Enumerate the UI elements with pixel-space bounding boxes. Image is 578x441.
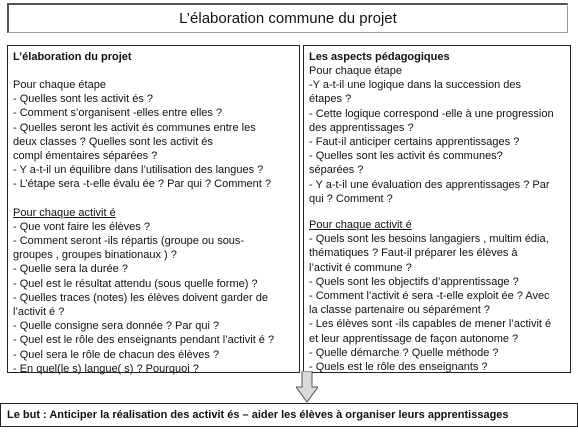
list-item: groupes , groupes binationaux ) ? bbox=[13, 249, 177, 262]
left-section2-list bbox=[13, 220, 294, 376]
left-panel-project-elaboration bbox=[7, 45, 300, 373]
list-item: - Quelles sont les activit és ? bbox=[13, 93, 154, 106]
list-item: - L’étape sera -t-elle évalu ée ? Par qui ? Comment ? bbox=[13, 178, 272, 191]
list-item: - Comment s’organisent -elles entre elles ? bbox=[13, 107, 223, 120]
list-item: thématiques ? Faut-il préparer les élèves à bbox=[309, 247, 518, 260]
right-panel-pedagogical-aspects bbox=[303, 45, 571, 373]
page-title-text: L’élaboration commune du projet bbox=[179, 10, 397, 27]
right-panel-heading: Les aspects pédagogiques bbox=[309, 51, 450, 63]
right-section1-list bbox=[309, 78, 565, 206]
list-item: - Quelle consigne sera donnée ? Par qui ? bbox=[13, 320, 220, 333]
list-item: - En quel(le s) langue( s) ? Pourquoi ? bbox=[13, 362, 199, 375]
list-item: - Quelle démarche ? Quelle méthode ? bbox=[309, 346, 499, 359]
page-title bbox=[7, 3, 568, 33]
list-item: - Quel sera le rôle de chacun des élèves ? bbox=[13, 348, 220, 361]
spacer bbox=[309, 206, 565, 218]
list-item: - Cette logique correspond -elle à une progression bbox=[309, 107, 554, 120]
list-item: l’activit é commune ? bbox=[309, 261, 412, 274]
list-item: - Y a-t-il une évaluation des apprentissages ? Par bbox=[309, 178, 550, 191]
right-section2-title: Pour chaque activit é bbox=[309, 219, 412, 232]
down-arrow-icon bbox=[296, 371, 318, 403]
right-section1-title: Pour chaque étape bbox=[309, 65, 402, 77]
list-item: - Quel est le rôle des enseignants pendant l’activit é ? bbox=[13, 334, 275, 347]
list-item: - Comment l’activit é sera -t-elle exploit ée ? Avec bbox=[309, 290, 550, 303]
spacer bbox=[13, 192, 294, 206]
goal-box bbox=[0, 403, 578, 427]
left-panel-heading: L’élaboration du projet bbox=[13, 51, 132, 63]
list-item: - Quelle sera la durée ? bbox=[13, 263, 128, 276]
list-item: -Y a-t-il une logique dans la succession des bbox=[309, 79, 521, 92]
list-item: deux classes ? Quelles sont les activit és bbox=[13, 135, 213, 148]
list-item: - Y a-t-il un équilibre dans l’utilisation des langues ? bbox=[13, 164, 264, 177]
list-item: des apprentissages ? bbox=[309, 121, 414, 134]
list-item: - Faut-il anticiper certains apprentissages ? bbox=[309, 136, 520, 149]
list-item: et leur apprentissage de façon autonome ? bbox=[309, 332, 519, 345]
left-section1-title: Pour chaque étape bbox=[13, 79, 106, 91]
list-item: étapes ? bbox=[309, 93, 352, 106]
list-item: - Quels sont les besoins langagiers , multim édia, bbox=[309, 233, 549, 246]
list-item: - Comment seront -ils répartis (groupe ou sous- bbox=[13, 235, 245, 248]
list-item: - Les élèves sont -ils capables de mener l’activit é bbox=[309, 318, 552, 331]
goal-text: Le but : Anticiper la réalisation des activit és – aider les élèves à organiser leurs apprentissages bbox=[7, 409, 509, 421]
left-section1-list bbox=[13, 92, 294, 191]
list-item: - Quelles seront les activit és communes entre les bbox=[13, 121, 256, 134]
list-item: l’activit é ? bbox=[13, 306, 65, 319]
list-item: séparées ? bbox=[309, 164, 364, 177]
list-item: qui ? Comment ? bbox=[309, 192, 393, 205]
list-item: - Que vont faire les élèves ? bbox=[13, 220, 150, 233]
list-item: - Quels sont les objectifs d’apprentissage ? bbox=[309, 275, 519, 288]
list-item: - Quels est le rôle des enseignants ? bbox=[309, 361, 488, 374]
left-section2-title: Pour chaque activit é bbox=[13, 206, 116, 219]
list-item: - Quelles sont les activit és communes? bbox=[309, 150, 503, 163]
right-section2-list bbox=[309, 232, 565, 374]
list-item: - Quel est le résultat attendu (sous quelle forme) ? bbox=[13, 277, 258, 290]
list-item: compl émentaires séparées ? bbox=[13, 150, 158, 163]
list-item: la classe partenaire ou séparément ? bbox=[309, 304, 490, 317]
list-item: - Quelles traces (notes) les élèves doivent garder de bbox=[13, 291, 268, 304]
